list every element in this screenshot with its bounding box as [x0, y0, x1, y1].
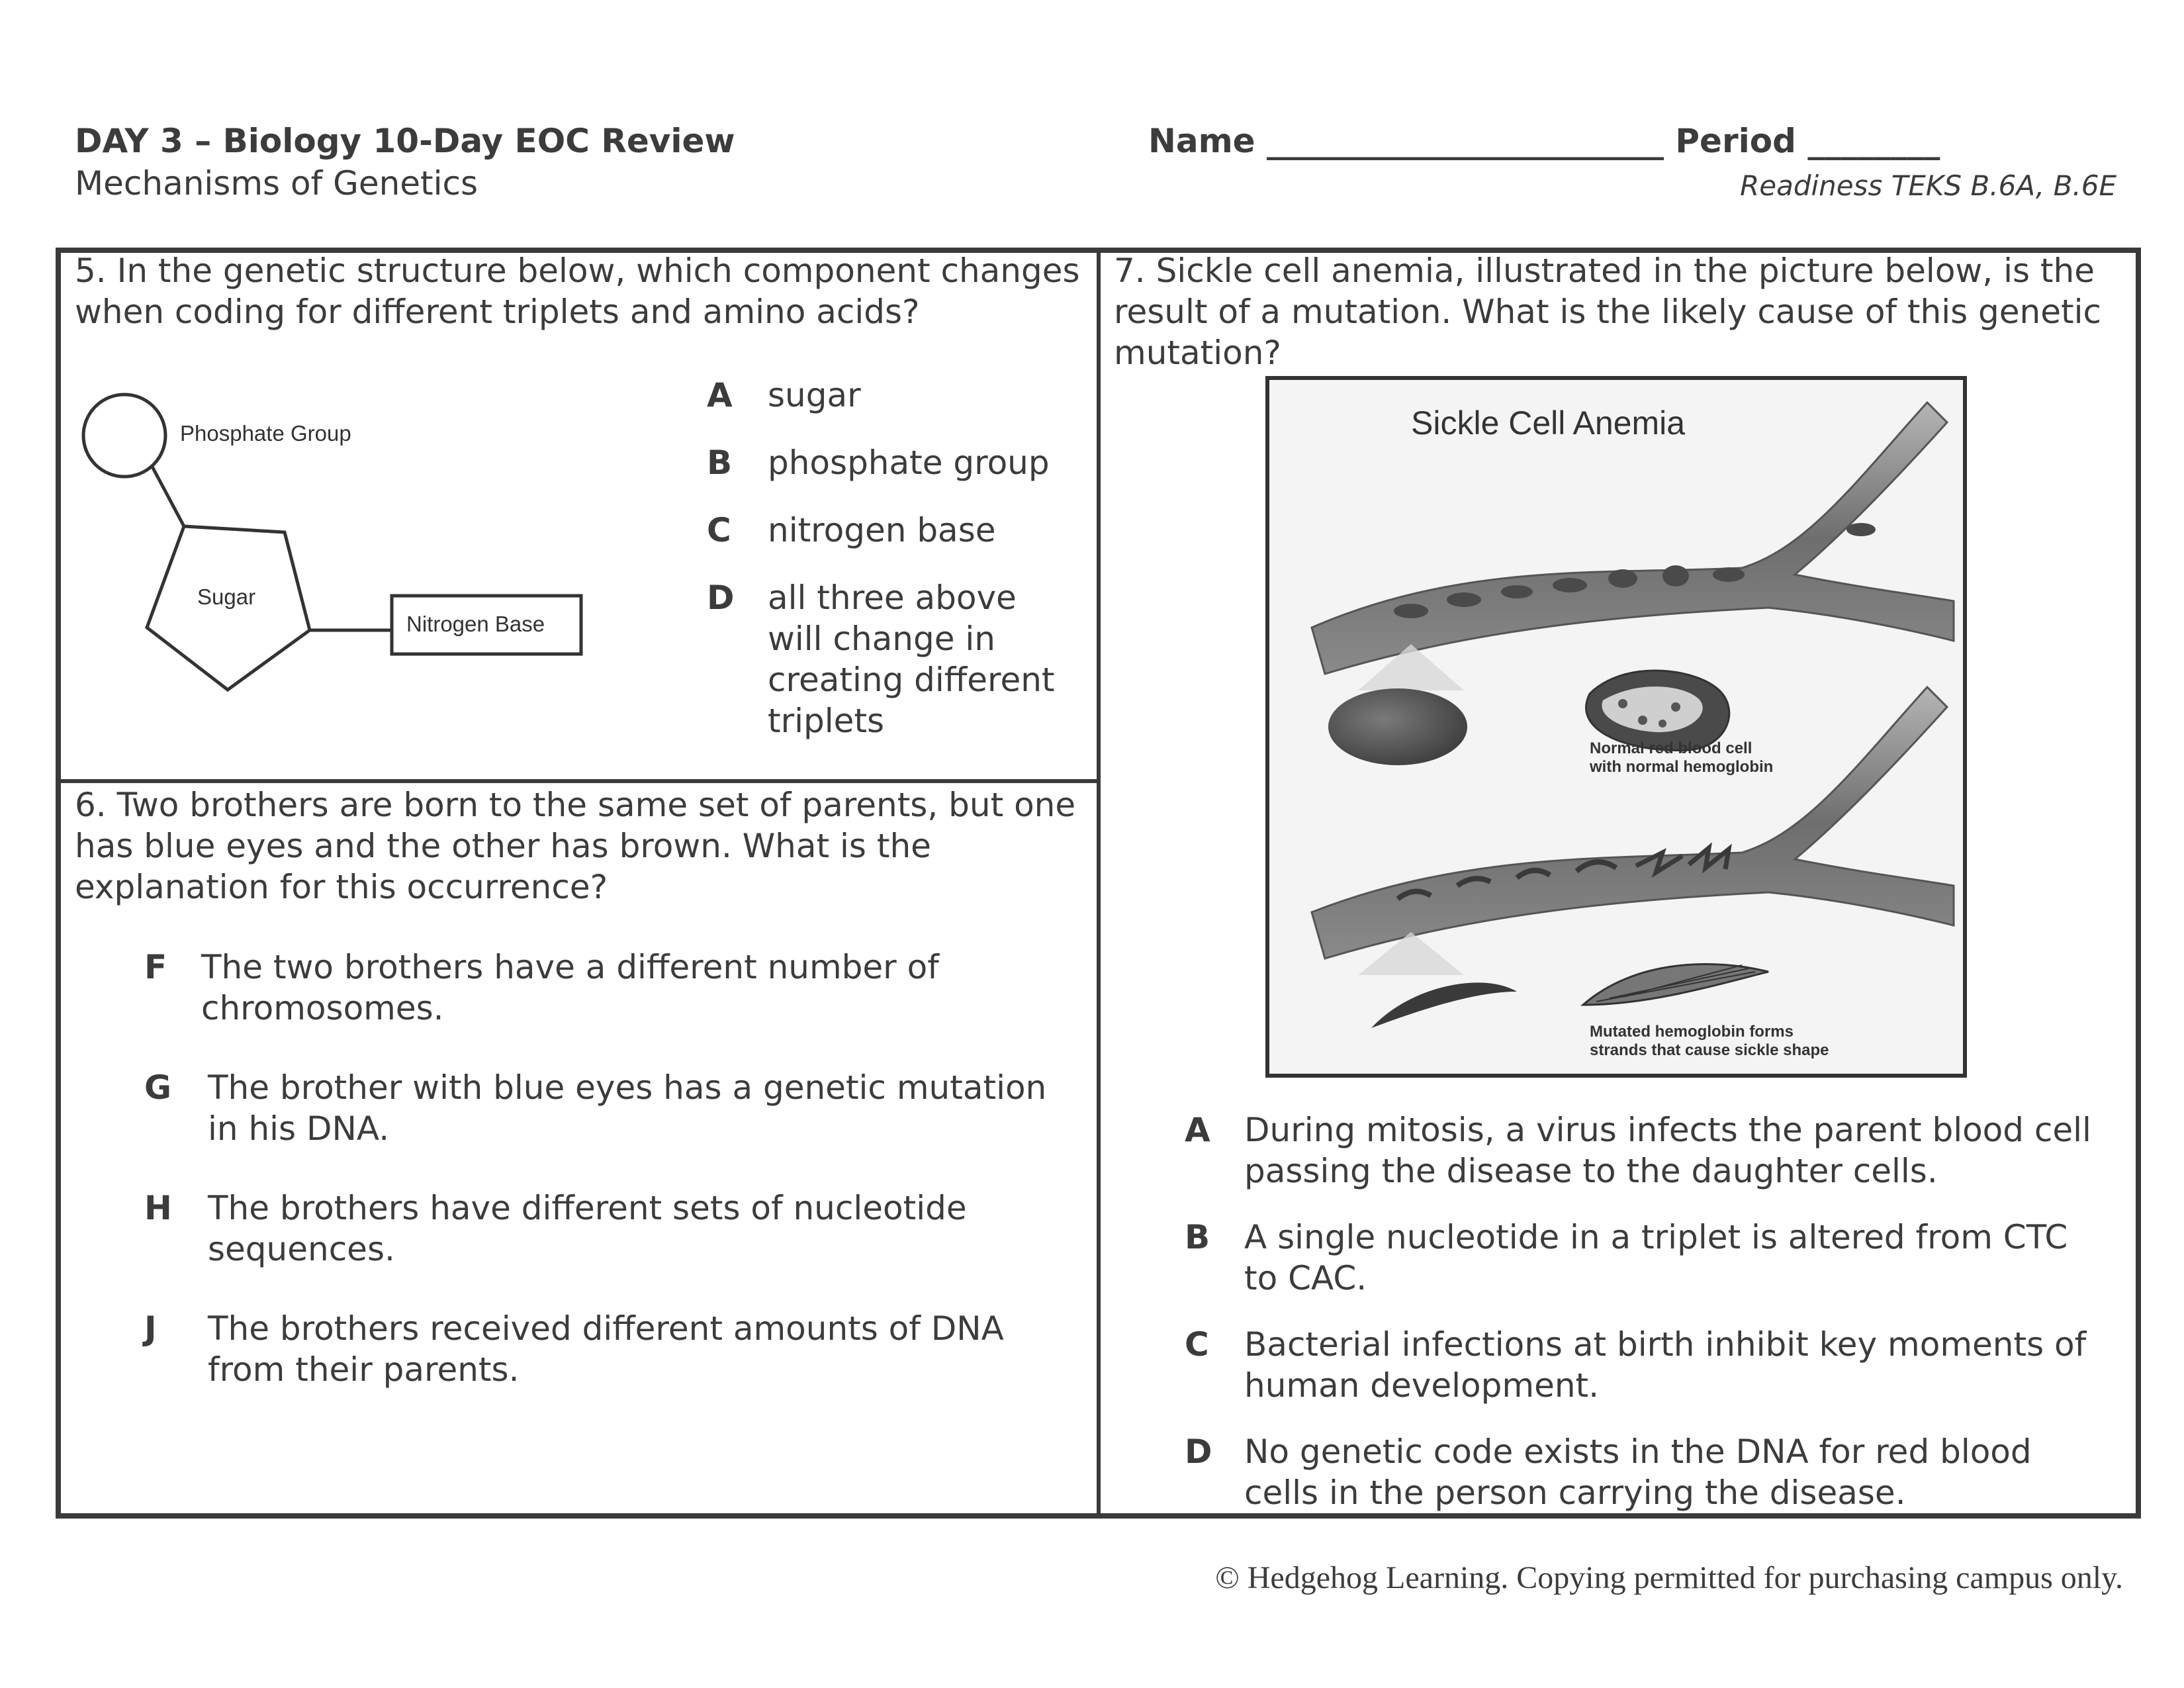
option-letter: C	[1185, 1325, 1209, 1364]
sugar-label: Sugar	[197, 585, 256, 609]
sickle-cell-figure	[1265, 376, 1967, 1078]
phosphate-circle	[83, 395, 165, 477]
option-letter: D	[1185, 1432, 1212, 1471]
option-letter: J	[144, 1309, 157, 1348]
name-period-field[interactable]: Name ________________________ Period ________	[1148, 122, 1940, 160]
option-text: The two brothers have a different number of chromosomes.	[201, 948, 939, 1027]
option-letter: A	[707, 376, 733, 414]
q6-option-f[interactable]	[144, 947, 1084, 1029]
option-text: No genetic code exists in the DNA for red blood cells in the person carrying the disease.	[1244, 1432, 2032, 1512]
teks-reference: Readiness TEKS B.6A, B.6E	[1740, 169, 2116, 202]
normal-cell-caption-line2: with normal hemoglobin	[1590, 758, 1774, 776]
nucleotide-diagram	[66, 377, 609, 708]
phosphate-group-label: Phosphate Group	[180, 421, 351, 445]
option-text: sugar	[768, 376, 861, 414]
option-text: A single nucleotide in a triplet is altered from CTC to CAC.	[1244, 1218, 2068, 1297]
q5-option-a[interactable]	[707, 375, 1077, 416]
option-text: The brothers have different sets of nucleotide sequences.	[208, 1189, 967, 1268]
option-letter: C	[707, 511, 731, 549]
question-5-text: 5. In the genetic structure below, which component changes when coding for different triplets and amino acids?	[75, 252, 1080, 331]
q7-option-c[interactable]	[1185, 1324, 2124, 1406]
option-letter: B	[1185, 1218, 1210, 1256]
option-letter: H	[144, 1189, 172, 1227]
option-text: Bacterial infections at birth inhibit key moments of human development.	[1244, 1325, 2087, 1405]
normal-cell-caption-line1: Normal red blood cell	[1590, 739, 1752, 757]
question-6-text: 6. Two brothers are born to the same set of parents, but one has blue eyes and the other has brown. What is the explanation for this occurrence?	[75, 786, 1076, 906]
option-letter: B	[707, 444, 733, 482]
q7-option-a[interactable]	[1185, 1109, 2124, 1192]
option-letter: G	[144, 1068, 172, 1107]
nitrogen-base-label: Nitrogen Base	[406, 612, 545, 636]
option-letter: D	[707, 579, 735, 617]
option-text: all three above will change in creating different triplets	[768, 579, 1055, 740]
q6-option-h[interactable]	[144, 1188, 1084, 1270]
option-text: phosphate group	[768, 444, 1050, 482]
option-letter: F	[144, 948, 167, 986]
q6-option-g[interactable]	[144, 1067, 1084, 1149]
q6-option-j[interactable]	[144, 1308, 1084, 1390]
q5-option-b[interactable]	[707, 442, 1077, 483]
normal-red-blood-cell	[1328, 688, 1467, 765]
mutated-caption-line2: strands that cause sickle shape	[1590, 1041, 1829, 1059]
option-text: nitrogen base	[768, 511, 996, 549]
mutated-caption-line1: Mutated hemoglobin forms	[1590, 1023, 1794, 1041]
q5-option-d[interactable]	[707, 577, 1077, 743]
copyright-footer: © Hedgehog Learning. Copying permitted for purchasing campus only.	[1215, 1560, 2123, 1595]
figure-title: Sickle Cell Anemia	[1411, 404, 1686, 442]
worksheet-title: DAY 3 – Biology 10-Day EOC Review	[75, 122, 735, 160]
worksheet-subtitle: Mechanisms of Genetics	[75, 164, 478, 203]
option-letter: A	[1185, 1111, 1210, 1149]
option-text: The brother with blue eyes has a genetic mutation in his DNA.	[208, 1068, 1047, 1148]
question-7-text: 7. Sickle cell anemia, illustrated in the picture below, is the result of a mutation. What is the likely cause of this genetic mutation?	[1114, 252, 2101, 372]
q7-option-d[interactable]	[1185, 1431, 2124, 1513]
option-text: The brothers received different amounts of DNA from their parents.	[208, 1309, 1004, 1389]
q5-option-c[interactable]	[707, 510, 1077, 551]
q7-option-b[interactable]	[1185, 1217, 2124, 1299]
option-text: During mitosis, a virus infects the parent blood cell passing the disease to the daughter cells.	[1244, 1111, 2091, 1190]
